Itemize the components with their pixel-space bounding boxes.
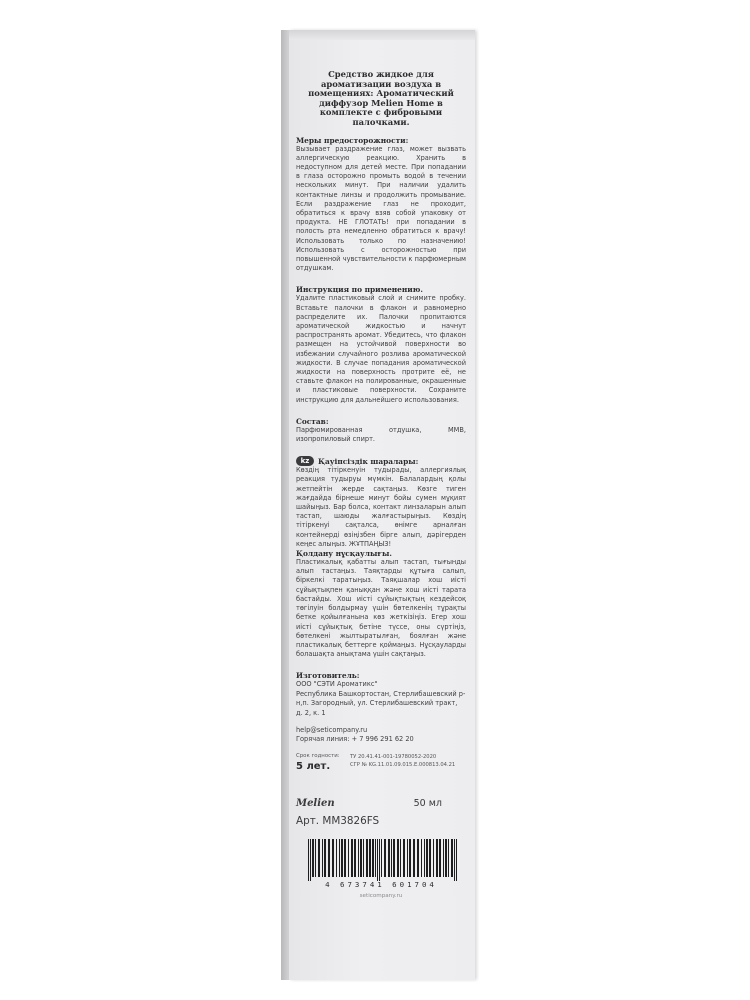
kz-usage-heading: Қолдану нұсқаулығы. xyxy=(296,549,392,559)
product-box-panel xyxy=(289,30,475,980)
instructions-heading: Инструкция по применению. xyxy=(296,285,423,295)
manufacturer-hotline: Горячая линия: + 7 996 291 62 20 xyxy=(296,735,414,744)
kz-safety-text: Көздің тітіркенуін тудырады, аллергиялық реакция тудыруы мүмкін. Балалардың қолы жетпейтін жерде сақтаңыз. Көзге тиген жағдайда бірнеше минут бойы сумен мұқият шайыңыз. Бар болса, контакт линзаларын алып тастап, шаюды жалғастырыңыз. Көздің тітіркенуі сақталса, өнімге арналған контейнерді өзіңізбен бірге алып, дәрігерден кеңес алыңыз. ЖҰТПАҢЫЗ! xyxy=(296,466,466,548)
barcode-bar xyxy=(375,839,376,877)
composition-text: Парфюмированная отдушка, ММВ, изопропиловый спирт. xyxy=(296,425,466,444)
barcode-bar xyxy=(381,839,382,877)
barcode-bar xyxy=(445,839,447,877)
barcode-bar xyxy=(308,839,309,881)
barcode-bar xyxy=(366,839,368,877)
barcode-bar xyxy=(379,839,380,881)
barcode-bar xyxy=(456,839,457,881)
barcode-bar xyxy=(388,839,390,877)
shelf-life-row xyxy=(296,753,466,774)
brand-row xyxy=(296,798,466,809)
manufacturer-address: Республика Башкортостан, Стерлибашевский р-н,п. Загородный, ул. Стерлибашевский тракт, д. 2, к. 1 xyxy=(296,689,466,717)
barcode-bar xyxy=(417,839,419,877)
precautions-text: Вызывает раздражение глаз, может вызвать аллергическую реакцию. Хранить в недоступном для детей месте. При попадании в глаза осторожно промыть водой в течении нескольких минут. При наличии удалить контактные линзы и продолжить промывание. Если раздражение глаз не проходит, обратиться к врачу взяв собой упаковку от продукта. НЕ ГЛОТАТЬ! при попадании в полость рта немедленно обратиться к врачу! Использовать только по назначению! Использовать с осторожностью при повышенной чувствительности к парфюмерным отдушкам. xyxy=(296,144,466,273)
volume-text: 50 мл xyxy=(413,797,442,809)
barcode-bar xyxy=(451,839,453,877)
barcode-bar xyxy=(426,839,428,877)
box-top-edge xyxy=(289,30,475,40)
barcode-bar xyxy=(391,839,392,877)
barcode-bar xyxy=(358,839,359,877)
barcode-bar xyxy=(328,839,330,877)
barcode-icon xyxy=(296,837,466,881)
shelf-life-label: Срок годности: xyxy=(296,752,340,759)
barcode-bar xyxy=(429,839,431,877)
kz-usage-text: Пластикалық қабатты алып тастап, тығынды алып тастаңыз. Таяқтарды құтыға салып, біркелкі таратыңыз. Таяқшалар хош иісті сұйықтықпен қаныққан және хош иісті тарата бастайды. Хош иісті сұйықтықтың кездейсоқ төгілуін болдырмау үшін бөтелкенің тұрақты бетке қойылғанына көз жеткізіңіз. Егер хош иісті сұйықтық бетіне түссе, оны сүртіңіз, бөтелкені жылтыратылған, боялған және пластикалық беттерге қоймаңыз. Нұсқауларды болашақта анықтама үшін сақтаңыз. xyxy=(296,558,466,659)
manufacturer-heading: Изготовитель: xyxy=(296,671,360,681)
barcode-bar xyxy=(322,839,323,877)
barcode-bar xyxy=(443,839,444,877)
label-content xyxy=(296,70,466,899)
barcode-bar xyxy=(454,839,455,881)
barcode-bar xyxy=(324,839,326,877)
shelf-life-value: 5 лет. xyxy=(296,760,331,772)
barcode-bar xyxy=(310,839,311,881)
barcode-bar xyxy=(448,839,449,877)
barcode-bar xyxy=(348,839,349,877)
tu-number: ТУ 20.41.41-001-19780052-2020 xyxy=(350,753,437,760)
barcode-digits: 4 673741 601704 xyxy=(325,879,437,889)
barcode-bar xyxy=(424,839,425,877)
website-text: seticompany.ru xyxy=(359,892,403,899)
article-number: Арт. ММ3826FS xyxy=(296,814,380,827)
barcode-bar xyxy=(318,839,320,877)
barcode-bar xyxy=(360,839,362,877)
barcode-bar xyxy=(384,839,386,877)
composition-heading: Состав: xyxy=(296,416,329,426)
barcode-bar xyxy=(363,839,364,877)
instructions-text: Удалите пластиковый слой и снимите пробку. Вставьте палочки в флакон и равномерно распределите их. Палочки пропитаются ароматической жидкостью и начнут распространять аромат. Убедитесь, что флакон размещен на устойчивой поверхности во избежании случайного розлива ароматической жидкости. В случае попадания ароматической жидкости на поверхность протрите её, не ставьте флакон на полированные, окрашенные и пластиковые поверхности. Сохраните инструкцию для дальнейшего использования. xyxy=(296,294,466,404)
barcode-block xyxy=(296,837,466,889)
barcode-bar xyxy=(369,839,371,877)
barcode-bar xyxy=(354,839,356,877)
barcode-bar xyxy=(409,839,411,877)
barcode-bar xyxy=(436,839,438,877)
barcode-bar xyxy=(341,839,343,877)
barcode-bar xyxy=(336,839,337,877)
barcode-bar xyxy=(439,839,441,877)
barcode-bar xyxy=(413,839,415,877)
barcode-bar xyxy=(403,839,405,877)
barcode-bar xyxy=(421,839,422,877)
manufacturer-email: help@seticompany.ru xyxy=(296,725,368,734)
manufacturer-company: ООО "СЭТИ Ароматикс" xyxy=(296,680,378,689)
barcode-bar xyxy=(332,839,334,877)
kz-language-badge: kz xyxy=(296,456,314,466)
barcode-bar xyxy=(339,839,340,877)
barcode-bar xyxy=(344,839,346,877)
barcode-bar xyxy=(407,839,408,877)
barcode-bar xyxy=(372,839,374,877)
str-number: СГР № KG.11.01.09.015.E.000813.04.21 xyxy=(350,762,456,769)
barcode-bar xyxy=(351,839,353,877)
barcode-bar xyxy=(400,839,401,877)
barcode-bar xyxy=(397,839,399,877)
product-title: Средство жидкое для ароматизации воздуха в помещениях: Ароматический диффузор Melien Home в комплекте с фибровыми палочками. xyxy=(308,69,454,127)
barcode-bar xyxy=(433,839,434,877)
kz-safety-heading: Қауіпсіздік шаралары: xyxy=(318,456,419,466)
barcode-bar xyxy=(312,839,314,877)
brand-logo: Melien xyxy=(296,797,335,809)
kz-heading-row xyxy=(296,456,466,466)
precautions-heading: Меры предосторожности: xyxy=(296,135,409,145)
barcode-bar xyxy=(315,839,316,877)
barcode-bar xyxy=(393,839,395,877)
barcode-bar xyxy=(377,839,378,881)
